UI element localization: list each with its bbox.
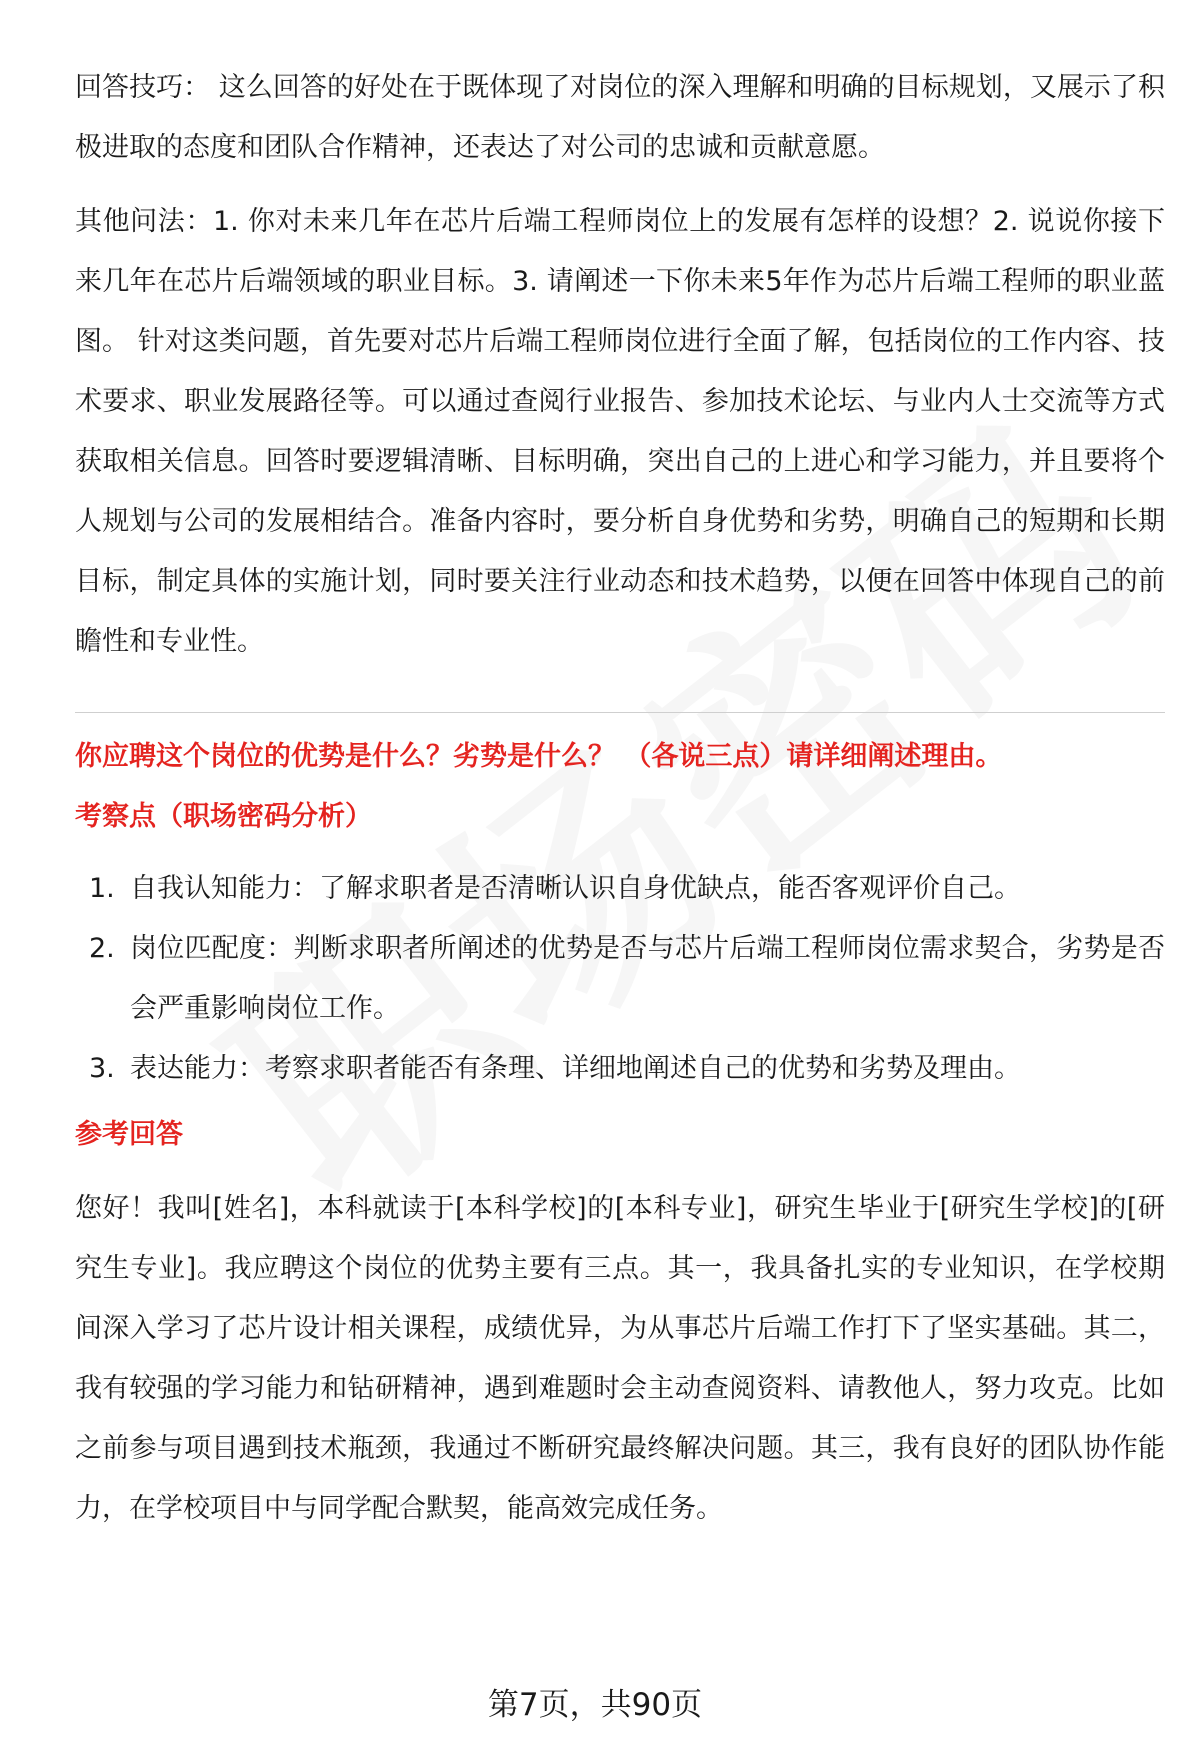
answer-tips-paragraph bbox=[75, 58, 1165, 178]
list-item bbox=[75, 859, 1165, 919]
other-questions-label: 其他问法： bbox=[75, 206, 213, 237]
list-item-text: 表达能力：考察求职者能否有条理、详细地阐述自己的优势和劣势及理由。 bbox=[130, 1053, 1021, 1084]
list-item-number: 2. bbox=[89, 933, 115, 964]
list-item bbox=[75, 1039, 1165, 1099]
list-item-number: 3. bbox=[89, 1053, 115, 1084]
assessment-title: 考察点（职场密码分析） bbox=[75, 801, 372, 832]
other-questions-paragraph bbox=[75, 192, 1165, 672]
list-item-number: 1. bbox=[89, 873, 115, 904]
reference-answer-title: 参考回答 bbox=[75, 1119, 183, 1150]
section-divider bbox=[75, 712, 1165, 713]
list-item bbox=[75, 919, 1165, 1039]
answer-tips-label: 回答技巧： bbox=[75, 72, 211, 103]
other-questions-text: 1. 你对未来几年在芯片后端工程师岗位上的发展有怎样的设想？2. 说说你接下来几年在芯片后端领域的职业目标。3. 请阐述一下你未来5年作为芯片后端工程师的职业蓝图。 针对这类问题，首先要对芯片后端工程师岗位进行全面了解，包括岗位的工作内容、技术要求、职业发展路径等。可以通过查阅行业报告、参加技术论坛、与业内人士交流等方式获取相关信息。回答时要逻辑清晰、目标明确，突出自己的上进心和学习能力，并且要将个人规划与公司的发展相结合。准备内容时，要分析自身优势和劣势，明确自己的短期和长期目标，制定具体的实施计划，同时要关注行业动态和技术趋势，以便在回答中体现自己的前瞻性和专业性。 bbox=[75, 206, 1165, 657]
list-item-text: 岗位匹配度：判断求职者所阐述的优势是否与芯片后端工程师岗位需求契合，劣势是否会严重影响岗位工作。 bbox=[130, 933, 1165, 1024]
question-heading: 你应聘这个岗位的优势是什么？劣势是什么？ （各说三点）请详细阐述理由。 bbox=[75, 741, 1003, 772]
answer-tips-text: 这么回答的好处在于既体现了对岗位的深入理解和明确的目标规划，又展示了积极进取的态度和团队合作精神，还表达了对公司的忠诚和贡献意愿。 bbox=[75, 72, 1165, 163]
reference-answer-text: 您好！我叫[姓名]，本科就读于[本科学校]的[本科专业]，研究生毕业于[研究生学校]的[研究生专业]。我应聘这个岗位的优势主要有三点。其一，我具备扎实的专业知识，在学校期间深入学习了芯片设计相关课程，成绩优异，为从事芯片后端工作打下了坚实基础。其二，我有较强的学习能力和钻研精神，遇到难题时会主动查阅资料、请教他人，努力攻克。比如之前参与项目遇到技术瓶颈，我通过不断研究最终解决问题。其三，我有良好的团队协作能力，在学校项目中与同学配合默契，能高效完成任务。 bbox=[75, 1193, 1165, 1524]
page-number-footer: 第7页，共90页 bbox=[487, 1687, 703, 1723]
assessment-points-list bbox=[75, 859, 1165, 1099]
list-item-text: 自我认知能力：了解求职者是否清晰认识自身优缺点，能否客观评价自己。 bbox=[130, 873, 1021, 904]
document-page bbox=[75, 58, 1165, 1539]
